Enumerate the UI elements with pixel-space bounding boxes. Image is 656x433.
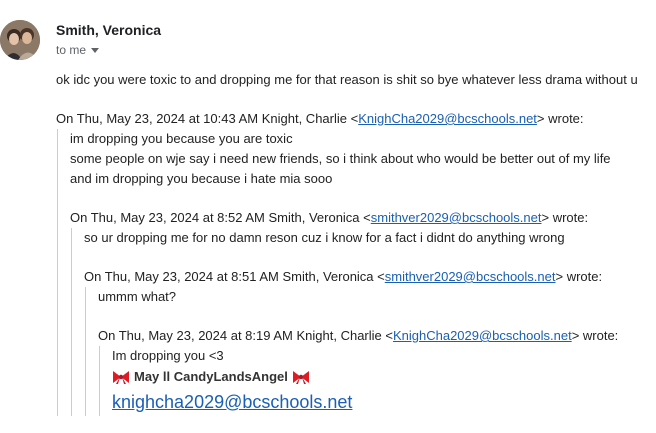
quoted-line: and im dropping you because i hate mia sooo xyxy=(70,171,333,186)
quoted-line: Im dropping you <3 xyxy=(112,348,224,363)
quoted-message xyxy=(57,129,656,416)
message-text: ok idc you were toxic to and dropping me for that reason is shit so bye whatever less drama without u xyxy=(56,72,638,87)
quoted-message xyxy=(85,287,656,416)
attribution-suffix: > wrote: xyxy=(536,111,584,126)
attribution-prefix: On Thu, May 23, 2024 at 8:19 AM Knight, Charlie < xyxy=(98,328,393,343)
attribution-suffix: > wrote: xyxy=(541,210,589,225)
email-link[interactable]: smithver2029@bcschools.net xyxy=(370,210,542,225)
email-link[interactable]: KnighCha2029@bcschools.net xyxy=(392,328,572,343)
avatar-photo xyxy=(0,20,40,60)
signature-text: May ll CandyLandsAngel xyxy=(134,369,288,384)
quoted-line: im dropping you because you are toxic xyxy=(70,131,293,146)
signature-line xyxy=(112,366,656,388)
quoted-line: some people on wje say i need new friends, so i think about who would be better out of my life xyxy=(70,151,611,166)
email-link[interactable]: smithver2029@bcschools.net xyxy=(384,269,556,284)
ribbon-bow-icon xyxy=(292,370,310,384)
chevron-down-icon[interactable] xyxy=(91,48,99,53)
ribbon-bow-icon xyxy=(112,370,130,384)
quoted-line: so ur dropping me for no damn reson cuz i know for a fact i didnt do anything wrong xyxy=(84,230,565,245)
sender-avatar[interactable] xyxy=(0,20,40,60)
attribution-prefix: On Thu, May 23, 2024 at 8:51 AM Smith, Veronica < xyxy=(84,269,385,284)
attribution-suffix: > wrote: xyxy=(571,328,619,343)
quote-attribution xyxy=(84,267,656,287)
attribution-prefix: On Thu, May 23, 2024 at 10:43 AM Knight, Charlie < xyxy=(56,111,359,126)
sender-name[interactable]: Smith, Veronica xyxy=(56,22,162,38)
quote-attribution xyxy=(70,208,656,228)
quote-attribution xyxy=(98,326,656,346)
recipient-label: to me xyxy=(56,43,87,57)
signature-email-link[interactable]: knighcha2029@bcschools.net xyxy=(112,392,353,412)
quoted-line: ummm what? xyxy=(98,289,177,304)
quoted-message xyxy=(99,346,656,416)
recipient-details-toggle[interactable] xyxy=(56,43,99,57)
quote-attribution xyxy=(56,109,656,129)
attribution-prefix: On Thu, May 23, 2024 at 8:52 AM Smith, Veronica < xyxy=(70,210,371,225)
attribution-suffix: > wrote: xyxy=(555,269,603,284)
email-link[interactable]: KnighCha2029@bcschools.net xyxy=(358,111,537,126)
quoted-message xyxy=(71,228,656,416)
message-body xyxy=(56,70,656,416)
